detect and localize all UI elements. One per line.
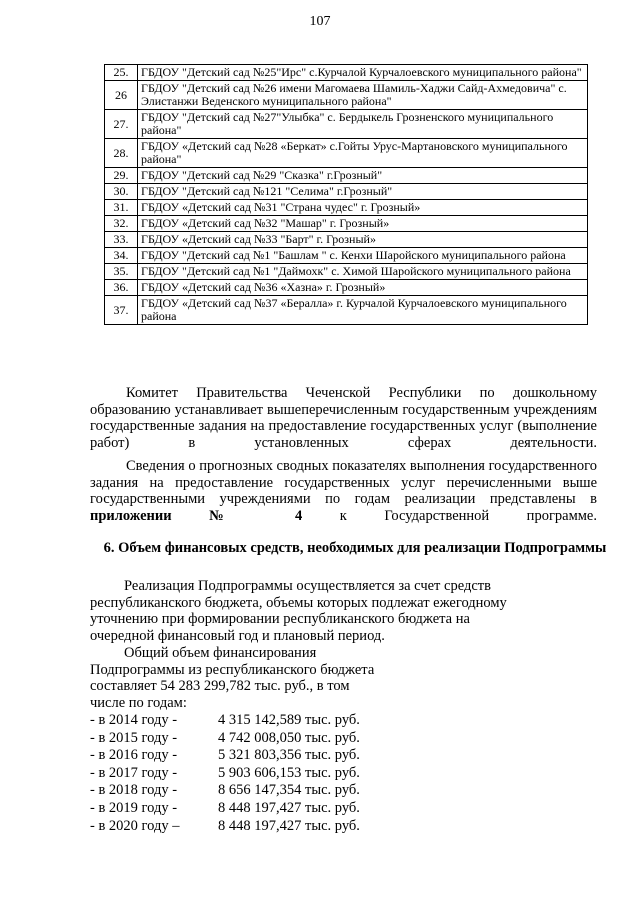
year-row — [90, 818, 360, 836]
table-row — [105, 184, 588, 200]
table-row — [105, 139, 588, 168]
total-line: Общий объем финансирования — [124, 645, 317, 661]
table-row — [105, 168, 588, 184]
institution-name: ГБДОУ «Детский сад №28 «Беркат» с.Гойты Урус-Мартановского муниципального района" — [138, 139, 588, 168]
row-number: 32. — [105, 216, 138, 232]
row-number: 26 — [105, 81, 138, 110]
row-number: 28. — [105, 139, 138, 168]
row-number: 33. — [105, 232, 138, 248]
row-number: 36. — [105, 280, 138, 296]
table-row — [105, 216, 588, 232]
paragraph-financing — [90, 578, 530, 644]
table-row — [105, 65, 588, 81]
institution-name: ГБДОУ «Детский сад №36 «Хазна» г. Грозный» — [138, 280, 588, 296]
page-number: 107 — [309, 14, 331, 29]
institution-name: ГБДОУ «Детский сад №33 "Барт" г. Грозный» — [138, 232, 588, 248]
year-row — [90, 730, 360, 748]
year-amount: 5 903 606,153 тыс. руб. — [218, 764, 360, 781]
year-amount: 8 656 147,354 тыс. руб. — [218, 782, 360, 799]
table-row — [105, 296, 588, 325]
total-line: числе по годам: — [90, 694, 187, 711]
institution-name: ГБДОУ "Детский сад №26 имени Магомаева Шамиль-Хаджи Сайд-Ахмедовича" с. Элистанжи Веденского муниципального района" — [138, 81, 588, 110]
kindergartens-table — [104, 64, 588, 325]
institution-name: ГБДОУ "Детский сад №29 "Сказка" г.Грозный" — [138, 168, 588, 184]
table-row — [105, 200, 588, 216]
yearly-financing-list — [90, 712, 360, 835]
row-number: 25. — [105, 65, 138, 81]
table-row — [105, 264, 588, 280]
year-amount: 4 315 142,589 тыс. руб. — [218, 712, 360, 728]
year-label: - в 2014 году - — [90, 712, 178, 728]
table-row — [105, 110, 588, 139]
year-row — [90, 747, 360, 765]
row-number: 37. — [105, 296, 138, 325]
appendix-reference: приложении № 4 — [90, 507, 303, 524]
year-row — [90, 800, 360, 818]
year-label: - в 2019 году - — [90, 799, 178, 816]
total-line: составляет 54 283 299,782 тыс. руб., в том — [90, 678, 350, 694]
row-number: 30. — [105, 184, 138, 200]
row-number: 34. — [105, 248, 138, 264]
institution-name: ГБДОУ «Детский сад №31 "Страна чудес" г. Грозный» — [138, 200, 588, 216]
row-number: 29. — [105, 168, 138, 184]
institution-name: ГБДОУ «Детский сад №37 «Бералла» г. Курчалой Курчалоевского муниципального района — [138, 296, 588, 325]
institution-name: ГБДОУ "Детский сад №25"Ирс" с.Курчалой Курчалоевского муниципального района" — [138, 65, 588, 81]
institution-name: ГБДОУ "Детский сад №1 "Даймохк" с. Химой Шаройского муниципального района — [138, 264, 588, 280]
year-row — [90, 782, 360, 800]
year-amount: 8 448 197,427 тыс. руб. — [218, 817, 360, 834]
year-row — [90, 712, 360, 730]
year-label: - в 2016 году - — [90, 747, 178, 764]
year-label: - в 2015 году - — [90, 729, 178, 746]
paragraph-total — [90, 645, 430, 711]
table-row — [105, 81, 588, 110]
year-row — [90, 765, 360, 783]
paragraph-financing-text: Реализация Подпрограммы осуществляется за счет средств республиканского бюджета, объемы которых подлежат ежегодному уточнению при формировании республиканского бюджета на очередной финансовый год и плановый период. — [90, 578, 507, 644]
year-amount: 5 321 803,356 тыс. руб. — [218, 747, 360, 764]
row-number: 27. — [105, 110, 138, 139]
paragraph-forecast-tail: к Государственной программе. — [302, 507, 597, 524]
year-label: - в 2018 году - — [90, 782, 178, 799]
institution-name: ГБДОУ "Детский сад №27"Улыбка" с. Бердыкель Грозненского муниципального района" — [138, 110, 588, 139]
table-body — [105, 65, 588, 325]
total-line: Подпрограммы из республиканского бюджета — [90, 661, 375, 678]
paragraph-forecast-text: Сведения о прогнозных сводных показателях выполнения государственного задания на предоставление государственных услуг перечисленными выше государственными учреждениями по годам реализации представлены в — [90, 458, 597, 507]
paragraph-committee — [90, 385, 597, 451]
row-number: 35. — [105, 264, 138, 280]
row-number: 31. — [105, 200, 138, 216]
table-row — [105, 232, 588, 248]
section-heading: 6. Объем финансовых средств, необходимых для реализации Подпрограммы — [103, 540, 607, 556]
year-amount: 8 448 197,427 тыс. руб. — [218, 799, 360, 816]
institution-name: ГБДОУ «Детский сад №32 "Машар" г. Грозный» — [138, 216, 588, 232]
paragraph-committee-text: Комитет Правительства Чеченской Республики по дошкольному образованию устанавливает вышеперечисленным государственным учреждениям государственные задания на предоставление государственных услуг (выполнение работ) в установленных сферах деятельности. — [90, 385, 597, 451]
year-label: - в 2017 году - — [90, 764, 178, 781]
institution-name: ГБДОУ "Детский сад №121 "Селима" г.Грозный" — [138, 184, 588, 200]
institution-name: ГБДОУ "Детский сад №1 "Башлам " с. Кенхи Шаройского муниципального района — [138, 248, 588, 264]
table-row — [105, 280, 588, 296]
year-amount: 4 742 008,050 тыс. руб. — [218, 729, 360, 746]
table-row — [105, 248, 588, 264]
paragraph-forecast — [90, 458, 597, 524]
year-label: - в 2020 году – — [90, 817, 180, 834]
